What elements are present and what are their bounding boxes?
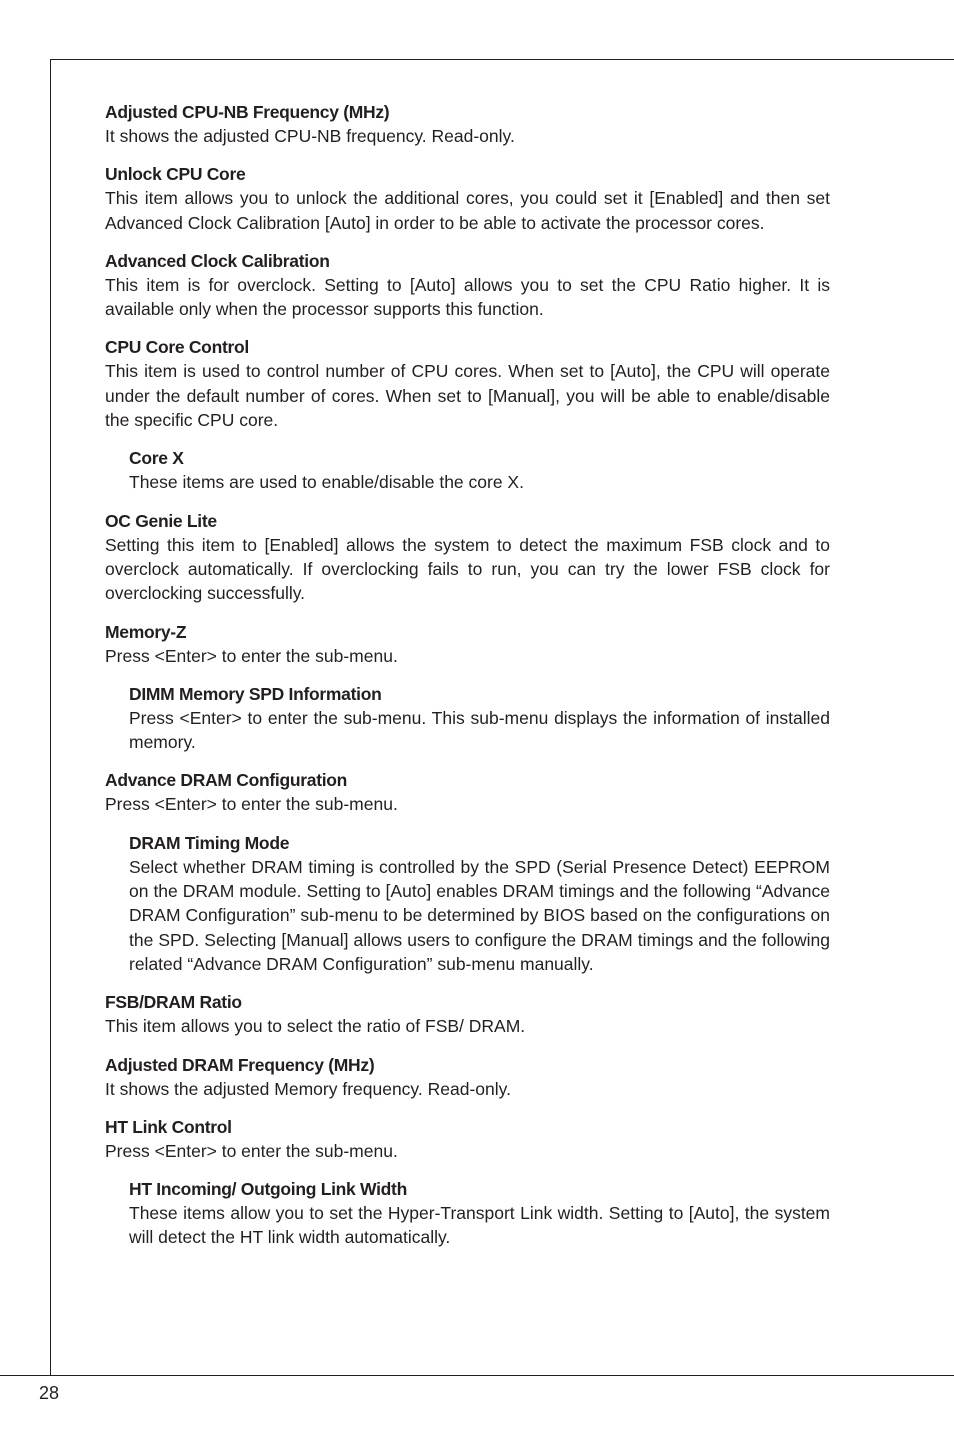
section-title: HT Link Control [105,1116,232,1137]
section-body: This item allows you to select the ratio of FSB/ DRAM. [105,1016,526,1037]
section-body: Select whether DRAM timing is controlled by the SPD (Serial Presence Detect) EEPROM on the DRAM module. Setting to [Auto] enables DRAM timings and the following “Advance DRAM Configuration” sub-menu to be determined by BIOS based on the configurations on the SPD. Selecting [Manual] allows users to configure the DRAM timings and the following related “Advance DRAM Configuration” sub-menu manually. [129,856,830,974]
section-body: Press <Enter> to enter the sub-menu. [105,1140,398,1161]
section-oc-genie-lite [105,509,830,606]
section-body: Setting this item to [Enabled] allows the system to detect the maximum FSB clock and to overclock automatically. If overclocking fails to run, you can try the lower FSB clock for overclocking successfully. [105,534,830,604]
section-advanced-clock-calibration [105,249,830,322]
section-title: Memory-Z [105,621,187,642]
section-title: Adjusted CPU-NB Frequency (MHz) [105,102,390,122]
section-title: Adjusted DRAM Frequency (MHz) [105,1054,375,1075]
frame-top-rule [50,59,954,60]
section-adjusted-cpu-nb-frequency [105,100,830,148]
section-body: This item is used to control number of CPU cores. When set to [Auto], the CPU will operate under the default number of cores. When set to [Manual], you will be able to enable/disable the specific CPU core. [105,361,830,431]
section-title: HT Incoming/ Outgoing Link Width [129,1179,407,1200]
section-body: It shows the adjusted CPU-NB frequency. Read-only. [105,126,515,146]
section-body: This item is for overclock. Setting to [Auto] allows you to set the CPU Ratio higher. It is available only when the processor supports this function. [105,274,830,320]
section-memory-z [105,620,830,668]
page-number: 28 [39,1383,60,1403]
section-title: OC Genie Lite [105,510,217,531]
section-body: These items are used to enable/disable the core X. [129,472,524,493]
section-cpu-core-control [105,335,830,432]
section-title: Advanced Clock Calibration [105,250,330,271]
section-title: Advance DRAM Configuration [105,770,348,791]
section-title: DRAM Timing Mode [129,832,290,853]
section-title: CPU Core Control [105,337,249,358]
section-title: Unlock CPU Core [105,164,246,185]
section-ht-link-control [105,1115,830,1163]
section-unlock-cpu-core [105,162,830,235]
subsection-ht-link-width [129,1177,830,1250]
section-adjusted-dram-frequency [105,1053,830,1101]
section-body: This item allows you to unlock the additional cores, you could set it [Enabled] and then set Advanced Clock Calibration [Auto] in order to be able to activate the processor cores. [105,188,830,233]
subsection-dram-timing-mode [129,831,830,976]
section-body: Press <Enter> to enter the sub-menu. [105,645,398,666]
manual-content [105,100,830,1264]
frame-left-rule [50,59,51,1375]
section-body: It shows the adjusted Memory frequency. Read-only. [105,1078,511,1099]
section-title: Core X [129,448,184,469]
section-body: These items allow you to set the Hyper-Transport Link width. Setting to [Auto], the system will detect the HT link width automatically. [129,1203,830,1248]
subsection-dimm-memory-spd-information [129,682,830,755]
section-body: Press <Enter> to enter the sub-menu. [105,794,398,815]
section-fsb-dram-ratio [105,990,830,1038]
section-body: Press <Enter> to enter the sub-menu. This sub-menu displays the information of installed memory. [129,707,830,753]
section-title: FSB/DRAM Ratio [105,992,242,1013]
subsection-core-x [129,446,830,494]
section-title: DIMM Memory SPD Information [129,683,382,704]
frame-bottom-rule [0,1375,954,1376]
section-advance-dram-configuration [105,768,830,816]
